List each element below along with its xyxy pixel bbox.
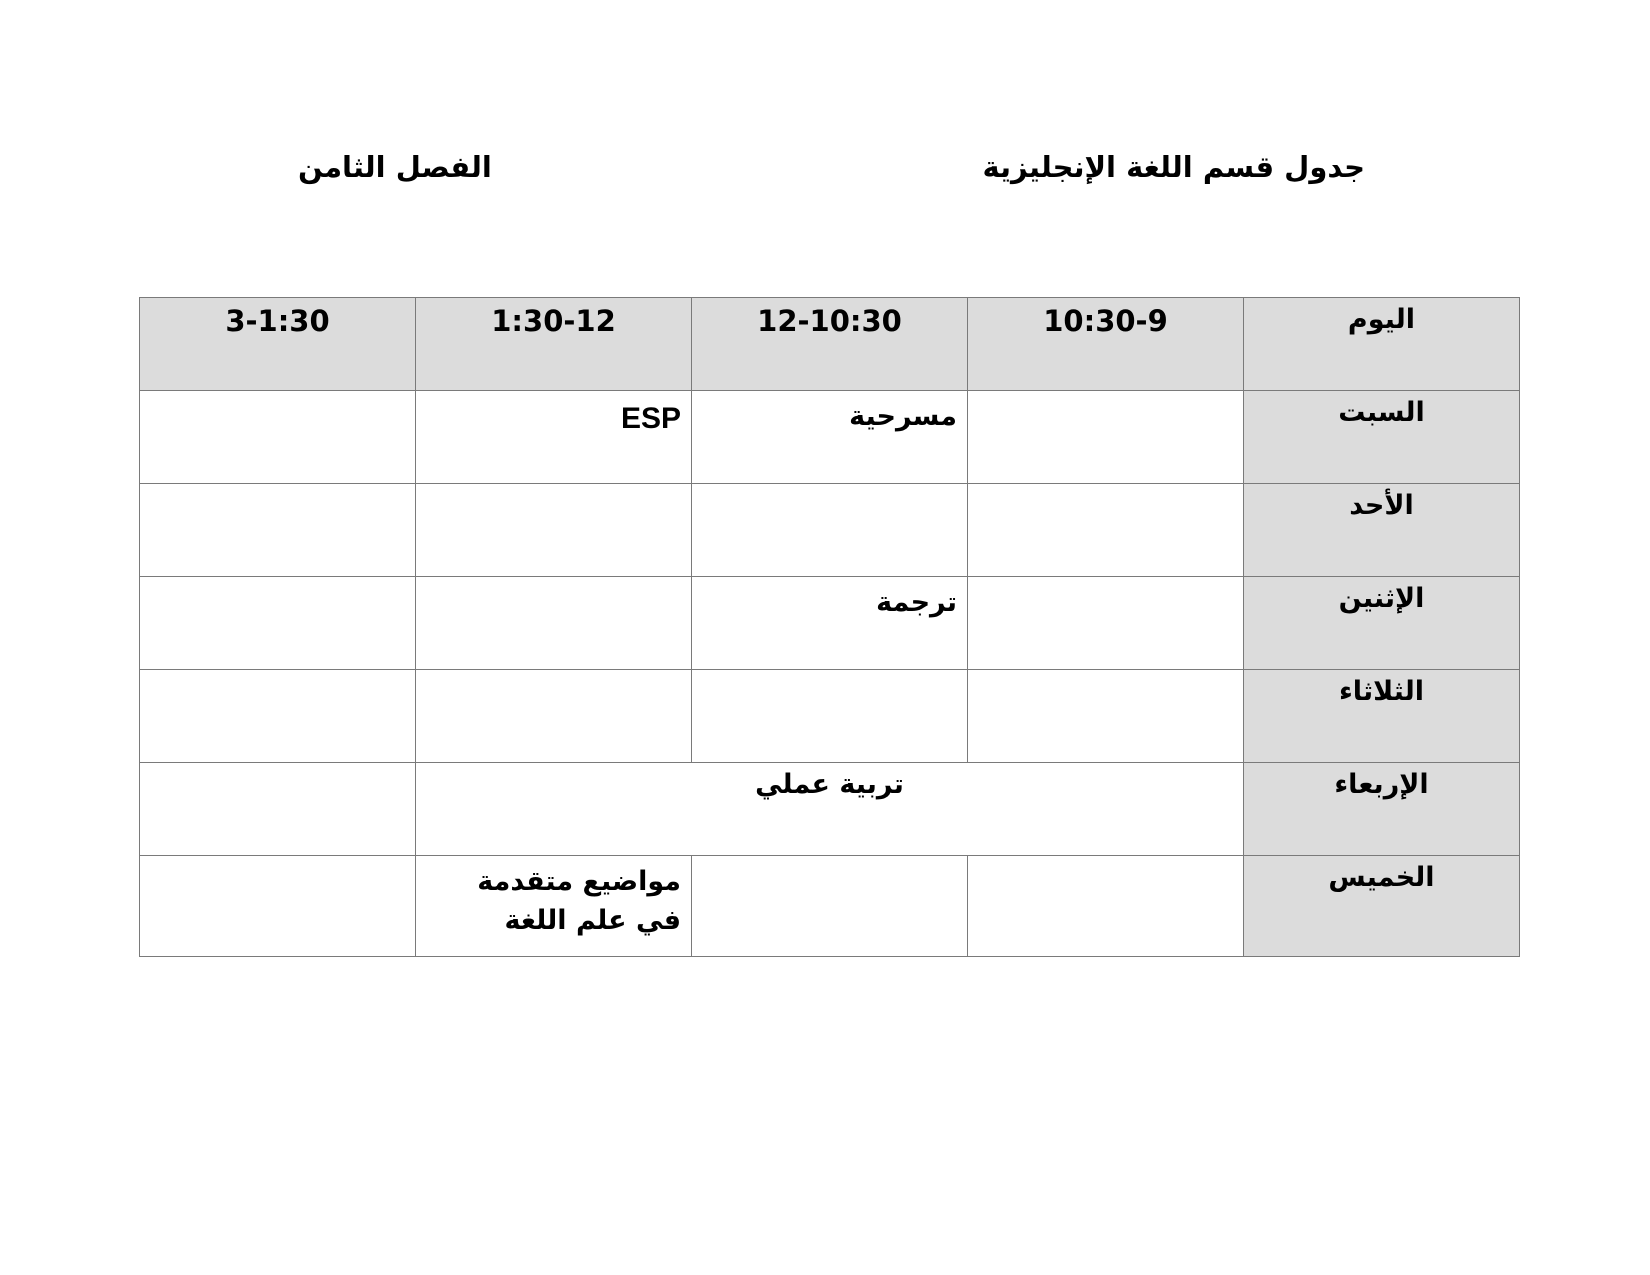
schedule-cell	[140, 670, 416, 763]
time-slot-header: 10:30-9	[968, 298, 1244, 391]
schedule-cell	[968, 856, 1244, 957]
table-row	[140, 577, 1520, 670]
schedule-cell	[140, 577, 416, 670]
schedule-cell	[416, 670, 692, 763]
schedule-cell	[140, 856, 416, 957]
schedule-cell	[692, 670, 968, 763]
schedule-cell	[968, 670, 1244, 763]
schedule-table	[139, 297, 1520, 957]
semester-title: الفصل الثامن	[298, 150, 492, 184]
schedule-cell: مواضيع متقدمة في علم اللغة	[416, 856, 692, 957]
department-title: جدول قسم اللغة الإنجليزية	[982, 150, 1365, 184]
time-slot-header: 12-10:30	[692, 298, 968, 391]
schedule-cell	[140, 391, 416, 484]
day-label: السبت	[1244, 391, 1520, 484]
day-column-header: اليوم	[1244, 298, 1520, 391]
schedule-cell	[416, 577, 692, 670]
day-label: الإربعاء	[1244, 763, 1520, 856]
day-label: الإثنين	[1244, 577, 1520, 670]
time-slot-header: 3-1:30	[140, 298, 416, 391]
time-slot-header: 1:30-12	[416, 298, 692, 391]
table-row	[140, 763, 1520, 856]
day-label: الخميس	[1244, 856, 1520, 957]
schedule-cell	[416, 484, 692, 577]
schedule-cell: ESP	[416, 391, 692, 484]
schedule-cell	[692, 484, 968, 577]
schedule-cell	[692, 856, 968, 957]
table-row	[140, 391, 1520, 484]
schedule-cell: ترجمة	[692, 577, 968, 670]
schedule-cell	[140, 763, 416, 856]
day-label: الأحد	[1244, 484, 1520, 577]
table-row	[140, 856, 1520, 957]
schedule-cell: مسرحية	[692, 391, 968, 484]
schedule-cell	[968, 391, 1244, 484]
schedule-cell	[140, 484, 416, 577]
schedule-cell	[968, 577, 1244, 670]
schedule-cell	[968, 484, 1244, 577]
day-label: الثلاثاء	[1244, 670, 1520, 763]
table-row	[140, 484, 1520, 577]
table-header-row	[140, 298, 1520, 391]
table-row	[140, 670, 1520, 763]
schedule-cell-merged: تربية عملي	[416, 763, 1244, 856]
